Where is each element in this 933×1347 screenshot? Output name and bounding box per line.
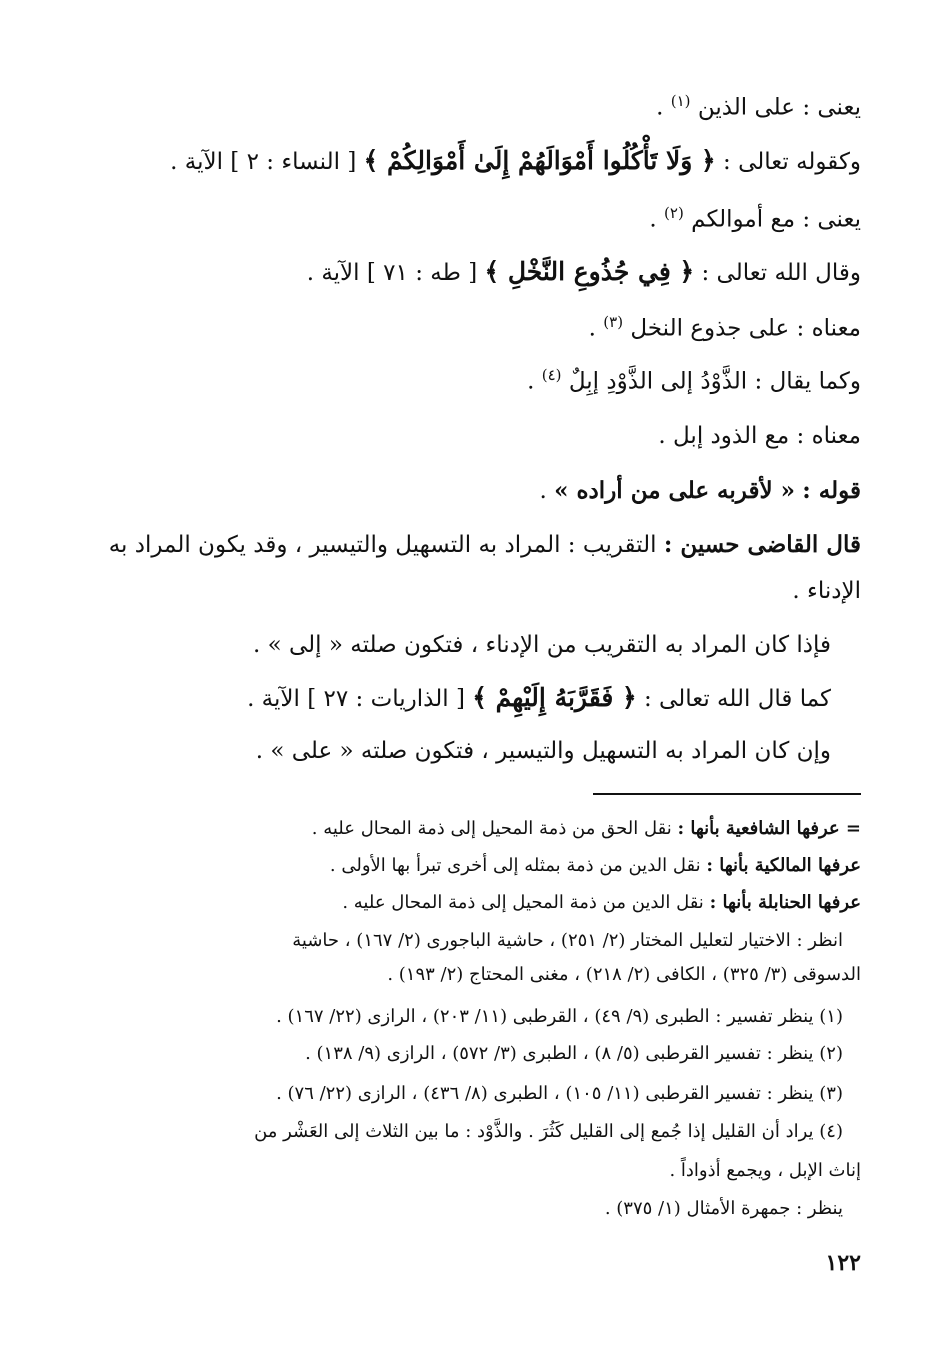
footnote-line-5: الدسوقى (٣/ ٣٢٥) ، الكافى (٢/ ٢١٨) ، مغنى المحتاج (٢/ ١٩٣) . — [387, 964, 861, 985]
main-line-7: معناه : مع الذود إبل . — [658, 423, 861, 449]
main-line-13: وإن كان المراد به التسهيل والتيسير ، فتكون صلته « على » . — [255, 738, 831, 764]
footnote-2: (٢) ينظر : تفسير القرطبى (٥/ ٨) ، الطبرى (٣/ ٥٧٢) ، الرازى (٩/ ١٣٨) . — [305, 1043, 843, 1064]
footnote-line-4: انظر : الاختيار لتعليل المختار (٢/ ٢٥١) ، حاشية الباجورى (٢/ ١٦٧) ، حاشية — [292, 930, 843, 951]
footnote-ref-3: (٣) — [603, 313, 624, 331]
main-line-11: فإذا كان المراد به التقريب من الإدناء ، فتكون صلته « إلى » . — [253, 632, 831, 658]
main-line-8: قوله : « لأقربه على من أراده » . — [539, 477, 861, 504]
main-line-10: الإدناء . — [792, 578, 861, 604]
footnote-4: (٤) يراد أن القليل إذا جُمع إلى القليل كَثُرَ . والذَّوْد : ما بين الثلاث إلى العَشْر من — [254, 1121, 843, 1142]
quran-verse: ﴿ وَلَا تَأْكُلُوا أَمْوَالَهُمْ إِلَىٰ أَمْوَالِكُمْ ﴾ — [363, 146, 716, 175]
main-line-12: كما قال الله تعالى : ﴿ فَقَرَّبَهُ إِلَيْهِمْ ﴾ [ الذاريات : ٢٧ ] الآية . — [247, 683, 831, 712]
main-line-9: قال القاضى حسين : التقريب : المراد به التسهيل والتيسير ، وقد يكون المراد به — [108, 531, 861, 558]
footnote-ref-1: (١) — [670, 92, 691, 110]
quran-verse: ﴿ فَقَرَّبَهُ إِلَيْهِمْ ﴾ — [472, 683, 637, 712]
footnote-line-2: عرفها المالكية بأنها : نقل الدين من ذمة بمثله إلى أخرى تبرأ بها الأولى . — [329, 855, 861, 876]
main-line-6: وكما يقال : الذَّوْدُ إلى الذَّوْدِ إبِلٌ $^{(٤)}$ . — [527, 366, 861, 395]
footnote-1: (١) ينظر تفسير : الطبرى (٩/ ٤٩) ، القرطبى (١١/ ٢٠٣) ، الرازى (٢٢/ ١٦٧) . — [276, 1006, 843, 1027]
footnote-line-1: = عرفها الشافعية بأنها : نقل الحق من ذمة المحيل إلى ذمة المحال عليه . — [311, 818, 861, 839]
footnote-line-3: عرفها الحنابلة بأنها : نقل الدين من ذمة المحيل إلى ذمة المحال عليه . — [342, 892, 861, 913]
footnote-ref-2: (٢) — [664, 204, 684, 222]
footnote-4-cont: إناث الإبل ، ويجمع أذواداً . — [669, 1160, 861, 1181]
main-line-1: يعنى : على الذين $^{(١)}$ . — [656, 92, 861, 121]
quran-verse: ﴿ فِي جُذُوعِ النَّخْلِ ﴾ — [484, 257, 695, 286]
main-line-5: معناه : على جذوع النخل $^{(٣)}$ . — [588, 313, 861, 342]
main-line-3: يعنى : مع أموالكم $^{(٢)}$ . — [649, 204, 861, 233]
footnote-3: (٣) ينظر : تفسير القرطبى (١١/ ١٠٥) ، الطبرى (٨/ ٤٣٦) ، الرازى (٢٢/ ٧٦) . — [276, 1083, 843, 1104]
page-number: ١٢٢ — [825, 1250, 861, 1276]
main-line-2: وكقوله تعالى : ﴿ وَلَا تَأْكُلُوا أَمْوَالَهُمْ إِلَىٰ أَمْوَالِكُمْ ﴾ [ النساء : ٢ ] الآية . — [170, 146, 861, 175]
footnote-ref-4: (٤) — [541, 366, 562, 384]
footnote-4-source: ينظر : جمهرة الأمثال (١/ ٣٧٥) . — [604, 1198, 843, 1219]
main-line-4: وقال الله تعالى : ﴿ فِي جُذُوعِ النَّخْلِ ﴾ [ طه : ٧١ ] الآية . — [306, 257, 861, 286]
footnote-separator — [593, 793, 861, 795]
